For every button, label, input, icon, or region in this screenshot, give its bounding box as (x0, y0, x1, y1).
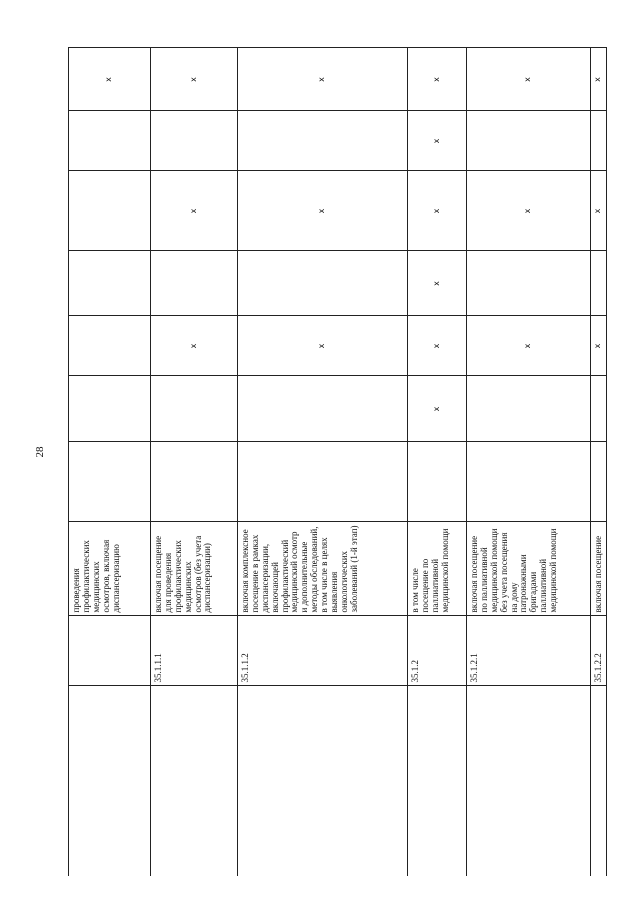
cross-mark-cell: х (238, 171, 408, 251)
cross-mark-cell: х (408, 251, 467, 316)
row-label: в том числе посещение по паллиативной медицинской помощи (408, 522, 467, 616)
empty-cell (69, 376, 151, 442)
row-label: включая посещение (591, 522, 607, 616)
cross-mark-cell: х (238, 48, 408, 111)
row-number: 35.1.1.2 (238, 616, 408, 686)
empty-cell (238, 251, 408, 316)
table-row (408, 48, 467, 876)
empty-cell (69, 316, 151, 376)
row-label: включая комплексное посещение в рамках диспансеризации, включающей профилактический медицинский осмотр и дополнительные методы обследований, в том числе в целях выявления онкологических заболеваний (1-й этап) (238, 522, 408, 616)
cross-mark-cell: х (238, 316, 408, 376)
blank-cell (467, 686, 591, 876)
cross-mark-cell: х (591, 316, 607, 376)
cross-mark-cell: х (467, 171, 591, 251)
cross-mark-cell: х (151, 48, 238, 111)
row-label: проведения профилактических медицинских осмотров, включая диспансеризацию (69, 522, 151, 616)
empty-cell (151, 251, 238, 316)
empty-cell (467, 442, 591, 522)
blank-cell (408, 686, 467, 876)
cross-mark-cell: х (151, 171, 238, 251)
empty-cell (238, 442, 408, 522)
empty-cell (467, 111, 591, 171)
table-row (591, 48, 607, 876)
rotated-table-container (68, 48, 603, 876)
empty-cell (151, 111, 238, 171)
empty-cell (591, 111, 607, 171)
cross-mark-cell: х (151, 316, 238, 376)
empty-cell (591, 251, 607, 316)
cross-mark-cell: х (69, 48, 151, 111)
empty-cell (467, 376, 591, 442)
empty-cell (238, 111, 408, 171)
row-number: 35.1.2.1 (467, 616, 591, 686)
cross-mark-cell: х (467, 48, 591, 111)
blank-cell (151, 686, 238, 876)
empty-cell (151, 376, 238, 442)
row-label: включая посещение для проведения профилактических медицинских осмотров (без учета диспансеризации) (151, 522, 238, 616)
table-row (238, 48, 408, 876)
table-row (151, 48, 238, 876)
row-number: 35.1.1.1 (151, 616, 238, 686)
row-number: 35.1.2.2 (591, 616, 607, 686)
empty-cell (238, 376, 408, 442)
cross-mark-cell: х (467, 316, 591, 376)
cross-mark-cell: х (408, 316, 467, 376)
row-label: включая посещение по паллиативной медицинской помощи без учета посещения на дому патронажными бригадами паллиативной медицинской помощи (467, 522, 591, 616)
cross-mark-cell: х (408, 171, 467, 251)
empty-cell (591, 376, 607, 442)
page-number: 28 (34, 446, 46, 458)
cross-mark-cell: х (591, 48, 607, 111)
row-number (69, 616, 151, 686)
data-table (68, 48, 607, 877)
table-row (69, 48, 151, 876)
empty-cell (591, 442, 607, 522)
table-row (467, 48, 591, 876)
row-number: 35.1.2 (408, 616, 467, 686)
empty-cell (467, 251, 591, 316)
cross-mark-cell: х (591, 171, 607, 251)
table-body (69, 48, 607, 876)
cross-mark-cell: х (408, 48, 467, 111)
cross-mark-cell: х (408, 111, 467, 171)
empty-cell (69, 111, 151, 171)
cross-mark-cell: х (408, 376, 467, 442)
empty-cell (69, 442, 151, 522)
blank-cell (591, 686, 607, 876)
empty-cell (408, 442, 467, 522)
blank-cell (238, 686, 408, 876)
empty-cell (151, 442, 238, 522)
empty-cell (69, 171, 151, 251)
blank-cell (69, 686, 151, 876)
empty-cell (69, 251, 151, 316)
